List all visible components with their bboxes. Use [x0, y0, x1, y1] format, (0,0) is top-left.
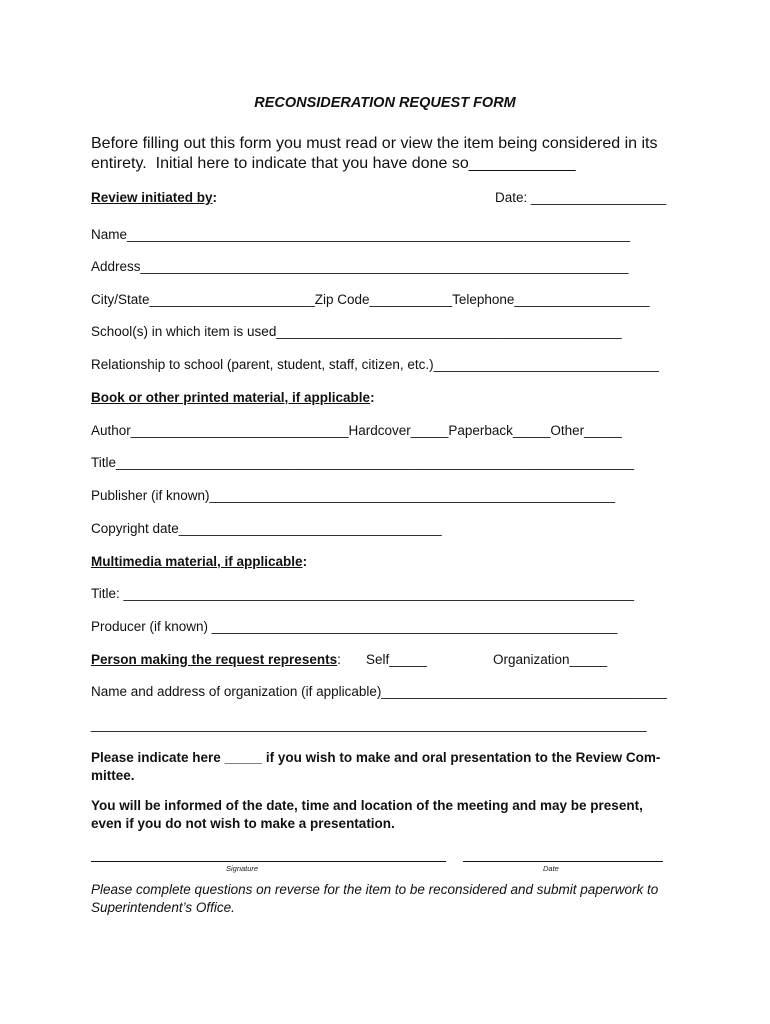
footer-line-1: Please complete questions on reverse for the item to be reconsidered and submit paperwork to: [91, 882, 659, 897]
relationship-field[interactable]: Relationship to school (parent, student, staff, citizen, etc.)______________________________: [91, 357, 659, 372]
org-name-address-field[interactable]: Name and address of organization (if applicable)______________________________________: [91, 684, 667, 699]
informed-paragraph: [91, 797, 691, 833]
city-state-zip-telephone-field[interactable]: City/State______________________Zip Code___________Telephone__________________: [91, 292, 650, 307]
book-heading-colon: :: [370, 390, 375, 405]
oral-line-2: mittee.: [91, 768, 135, 783]
address-field[interactable]: Address_________________________________________________________________: [91, 259, 629, 274]
name-field[interactable]: Name___________________________________________________________________: [91, 227, 631, 242]
oral-presentation-paragraph: [91, 749, 691, 785]
oral-line-1: Please indicate here _____ if you wish to make and oral presentation to the Review Com-: [91, 750, 661, 765]
form-title: RECONSIDERATION REQUEST FORM: [254, 95, 516, 111]
book-title-field[interactable]: Title_____________________________________________________________________: [91, 455, 635, 470]
informed-line-1: You will be informed of the date, time and location of the meeting and may be present,: [91, 798, 643, 813]
school-field[interactable]: School(s) in which item is used______________________________________________: [91, 324, 622, 339]
multimedia-heading-label: Multimedia material, if applicable: [91, 554, 303, 569]
copyright-field[interactable]: Copyright date___________________________________: [91, 521, 442, 536]
intro-paragraph: [91, 134, 691, 174]
author-format-field[interactable]: Author_____________________________Hardcover_____Paperback_____Other_____: [91, 423, 622, 438]
signature-date-line[interactable]: [463, 861, 663, 862]
review-initiated-row: [91, 190, 217, 206]
multimedia-section-heading: [91, 554, 307, 570]
represents-colon: :: [337, 652, 341, 667]
represents-organization-field[interactable]: Organization_____: [493, 652, 608, 667]
intro-line-2: entirety. Initial here to indicate that you have done so____________: [91, 155, 576, 172]
multimedia-heading-colon: :: [302, 554, 308, 569]
review-initiated-colon: :: [212, 190, 218, 205]
book-section-heading: [91, 390, 375, 406]
review-initiated-label: Review initiated by: [91, 190, 213, 205]
review-date-field[interactable]: Date: __________________: [495, 190, 667, 205]
org-address-extra-line[interactable]: __________________________________________________________________________: [91, 717, 647, 732]
footer-instructions: [91, 881, 691, 917]
represents-label: Person making the request represents: [91, 652, 338, 667]
informed-line-2: even if you do not wish to make a presentation.: [91, 816, 395, 831]
signature-date-label: Date: [543, 864, 559, 873]
represents-row: [91, 652, 341, 668]
signature-label: Signature: [226, 864, 259, 873]
footer-line-2: Superintendent’s Office.: [91, 900, 235, 915]
multimedia-title-field[interactable]: Title: ____________________________________________________________________: [91, 586, 635, 601]
represents-self-field[interactable]: Self_____: [366, 652, 427, 667]
publisher-field[interactable]: Publisher (if known)______________________________________________________: [91, 488, 615, 503]
producer-field[interactable]: Producer (if known) ______________________________________________________: [91, 619, 618, 634]
book-heading-label: Book or other printed material, if applicable: [91, 390, 371, 405]
intro-line-1: Before filling out this form you must read or view the item being considered in its: [91, 135, 658, 152]
signature-line[interactable]: [91, 861, 446, 862]
